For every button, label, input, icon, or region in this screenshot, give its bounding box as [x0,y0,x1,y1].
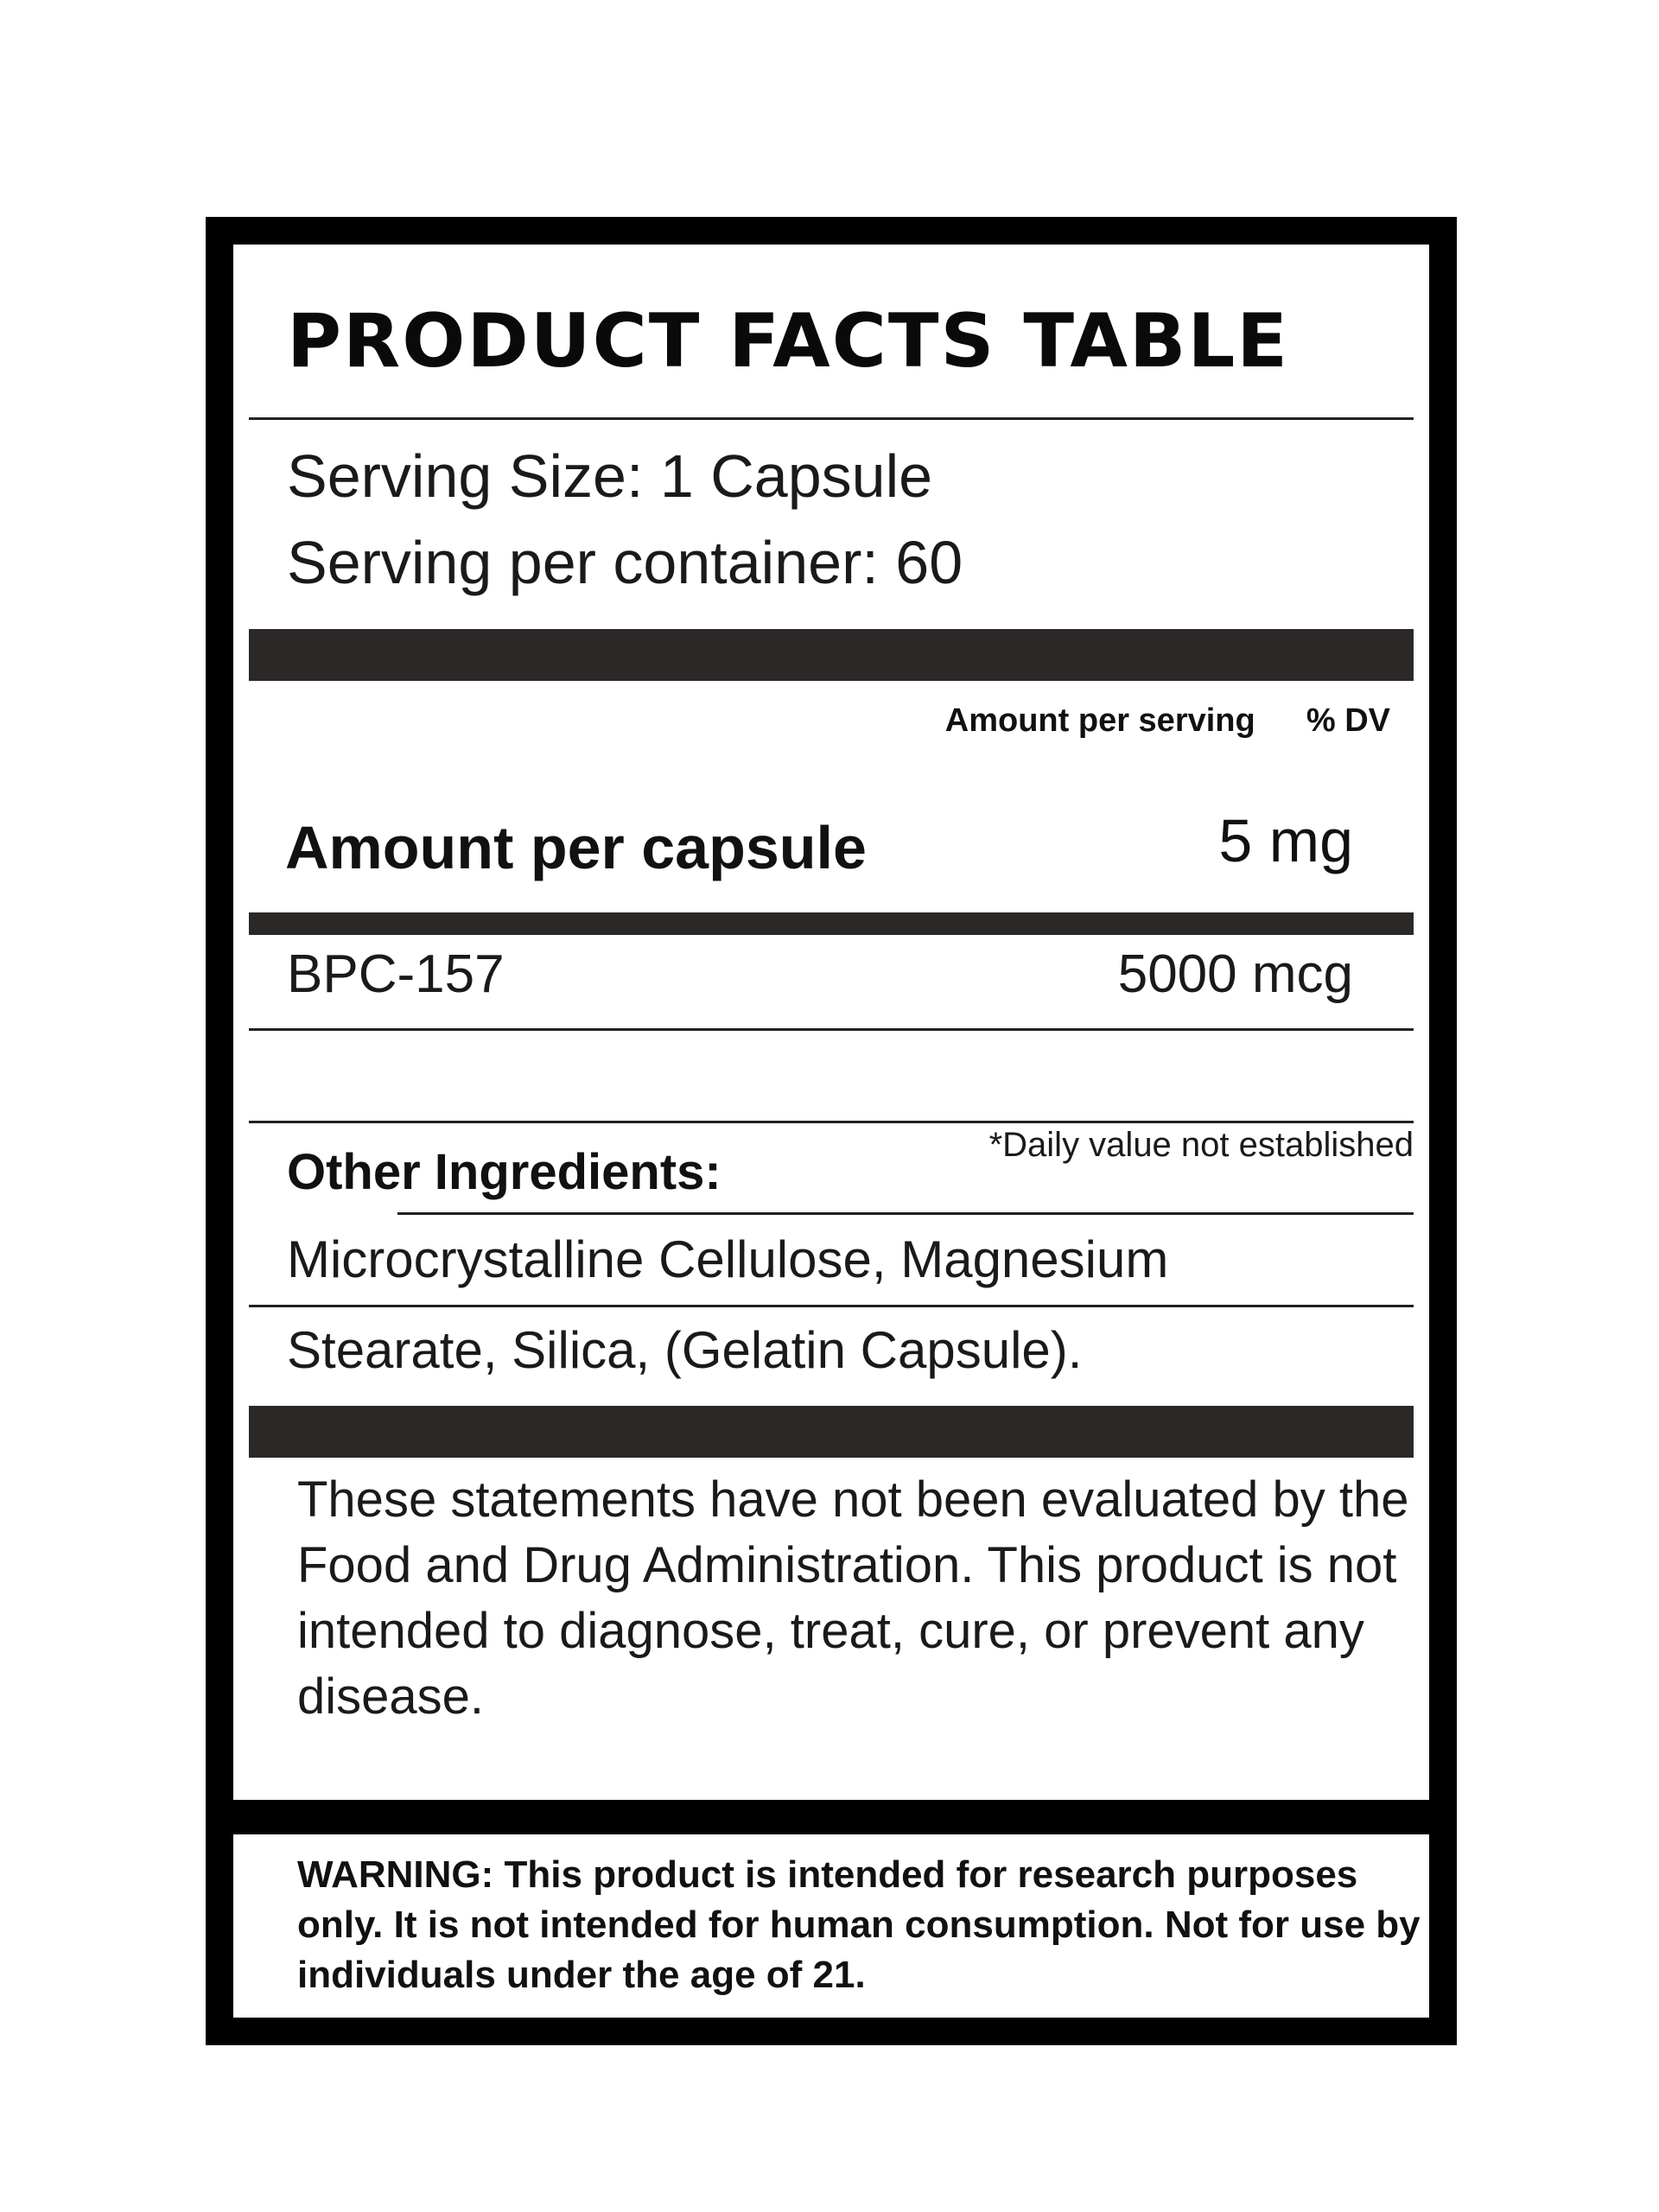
daily-value-note: *Daily value not established [988,1126,1414,1164]
product-facts-label [206,217,1457,2045]
divider-other-lines [249,1305,1414,1307]
other-ingredients-line-2: Stearate, Silica, (Gelatin Capsule). [287,1321,1083,1379]
label-title: PRODUCT FACTS TABLE [287,298,1290,385]
fda-statement: These statements have not been evaluated by the Food and Drug Administration. This product is not intended to diagnose, treat, cure, or prevent any disease. [297,1471,1409,1725]
ingredient-name: BPC-157 [287,944,505,1004]
warning-text: WARNING: This product is intended for research purposes only. It is not intended for human consumption. Not for use by individuals under the age of 21. [297,1853,1421,1996]
servings-per-container: Serving per container: 60 [287,529,963,596]
divider-empty-row [249,1121,1414,1123]
divider-other-title [397,1212,1414,1215]
serving-size: Serving Size: 1 Capsule [287,442,933,510]
column-header-dv: % DV [1306,702,1390,739]
divider-medium [249,912,1414,935]
amount-per-capsule-label: Amount per capsule [285,814,867,881]
divider-ingredient [249,1028,1414,1031]
column-header-amount: Amount per serving [944,702,1255,739]
divider-title [249,417,1414,420]
divider-thick-bottom [249,1406,1414,1458]
ingredient-amount: 5000 mcg [1117,944,1353,1004]
divider-thick-top [249,629,1414,681]
column-headers [945,702,1390,740]
warning-bar [233,1800,1429,1834]
amount-per-capsule-value: 5 mg [1218,807,1353,874]
other-ingredients-title: Other Ingredients: [287,1144,721,1200]
other-ingredients-line-1: Microcrystalline Cellulose, Magnesium [287,1230,1169,1288]
